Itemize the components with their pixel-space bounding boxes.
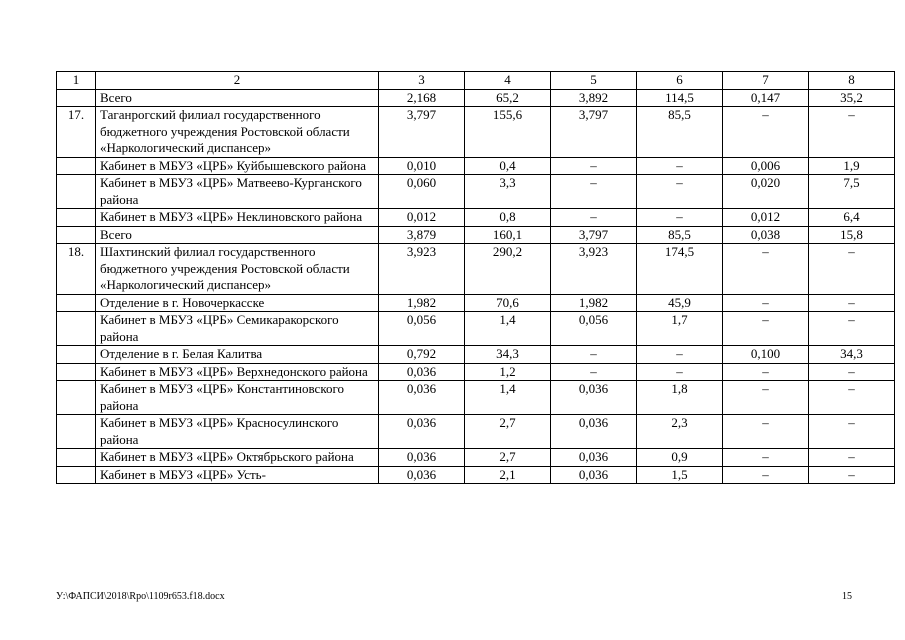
row-number-cell	[57, 175, 96, 209]
value-cell: –	[809, 244, 895, 295]
row-label-cell: Отделение в г. Новочеркасске	[96, 294, 379, 312]
value-cell: 3,879	[379, 226, 465, 244]
row-number-cell	[57, 312, 96, 346]
table-row	[57, 415, 895, 449]
value-cell: 65,2	[465, 89, 551, 107]
header-cell: 6	[637, 72, 723, 90]
row-label-cell: Кабинет в МБУЗ «ЦРБ» Матвеево-Курганского района	[96, 175, 379, 209]
value-cell: 1,2	[465, 363, 551, 381]
value-cell: 34,3	[809, 346, 895, 364]
table-row	[57, 363, 895, 381]
value-cell: –	[723, 466, 809, 484]
value-cell: –	[723, 107, 809, 158]
value-cell: 0,012	[379, 209, 465, 227]
value-cell: 1,9	[809, 157, 895, 175]
table-row	[57, 312, 895, 346]
value-cell: 0,792	[379, 346, 465, 364]
value-cell: 2,7	[465, 449, 551, 467]
value-cell: –	[723, 294, 809, 312]
row-number-cell	[57, 89, 96, 107]
value-cell: 1,5	[637, 466, 723, 484]
value-cell: 2,1	[465, 466, 551, 484]
value-cell: –	[637, 363, 723, 381]
value-cell: 1,982	[551, 294, 637, 312]
value-cell: –	[637, 346, 723, 364]
table-row	[57, 346, 895, 364]
value-cell: 1,8	[637, 381, 723, 415]
table-row	[57, 449, 895, 467]
header-cell: 5	[551, 72, 637, 90]
value-cell: 0,012	[723, 209, 809, 227]
value-cell: 15,8	[809, 226, 895, 244]
table-row	[57, 157, 895, 175]
value-cell: 45,9	[637, 294, 723, 312]
value-cell: 0,036	[551, 415, 637, 449]
page-number: 15	[842, 591, 852, 602]
table-row	[57, 244, 895, 295]
value-cell: 0,010	[379, 157, 465, 175]
header-cell: 2	[96, 72, 379, 90]
value-cell: 7,5	[809, 175, 895, 209]
row-number-cell	[57, 294, 96, 312]
value-cell: 0,060	[379, 175, 465, 209]
value-cell: –	[809, 294, 895, 312]
value-cell: –	[637, 175, 723, 209]
value-cell: 1,4	[465, 381, 551, 415]
value-cell: 3,797	[551, 226, 637, 244]
header-cell: 4	[465, 72, 551, 90]
value-cell: –	[809, 381, 895, 415]
value-cell: 0,036	[379, 381, 465, 415]
table-row	[57, 294, 895, 312]
row-label-cell: Кабинет в МБУЗ «ЦРБ» Куйбышевского района	[96, 157, 379, 175]
value-cell: –	[551, 175, 637, 209]
value-cell: –	[723, 449, 809, 467]
value-cell: –	[551, 346, 637, 364]
value-cell: –	[723, 312, 809, 346]
row-number-cell	[57, 449, 96, 467]
row-label-cell: Кабинет в МБУЗ «ЦРБ» Семикаракорского района	[96, 312, 379, 346]
value-cell: 0,056	[379, 312, 465, 346]
header-cell: 1	[57, 72, 96, 90]
row-label-cell: Всего	[96, 226, 379, 244]
row-number-cell	[57, 209, 96, 227]
table-row	[57, 381, 895, 415]
value-cell: 85,5	[637, 226, 723, 244]
header-cell: 3	[379, 72, 465, 90]
value-cell: –	[637, 209, 723, 227]
value-cell: –	[809, 107, 895, 158]
value-cell: –	[723, 244, 809, 295]
value-cell: 1,982	[379, 294, 465, 312]
value-cell: –	[551, 209, 637, 227]
table-row	[57, 89, 895, 107]
row-label-cell: Кабинет в МБУЗ «ЦРБ» Неклиновского района	[96, 209, 379, 227]
value-cell: 0,9	[637, 449, 723, 467]
value-cell: –	[809, 415, 895, 449]
row-number-cell	[57, 346, 96, 364]
row-number-cell	[57, 415, 96, 449]
row-label-cell: Отделение в г. Белая Калитва	[96, 346, 379, 364]
value-cell: 70,6	[465, 294, 551, 312]
value-cell: –	[809, 312, 895, 346]
row-label-cell: Кабинет в МБУЗ «ЦРБ» Октябрьского района	[96, 449, 379, 467]
value-cell: –	[809, 363, 895, 381]
value-cell: 3,892	[551, 89, 637, 107]
row-label-cell: Кабинет в МБУЗ «ЦРБ» Красносулинского района	[96, 415, 379, 449]
value-cell: 160,1	[465, 226, 551, 244]
value-cell: 0,036	[551, 449, 637, 467]
value-cell: –	[637, 157, 723, 175]
row-label-cell: Кабинет в МБУЗ «ЦРБ» Верхнедонского района	[96, 363, 379, 381]
value-cell: 2,168	[379, 89, 465, 107]
table-row	[57, 226, 895, 244]
value-cell: 0,036	[379, 449, 465, 467]
row-label-cell: Кабинет в МБУЗ «ЦРБ» Усть-	[96, 466, 379, 484]
value-cell: 3,797	[551, 107, 637, 158]
value-cell: 0,036	[379, 363, 465, 381]
value-cell: 0,100	[723, 346, 809, 364]
value-cell: 0,056	[551, 312, 637, 346]
value-cell: 0,036	[379, 466, 465, 484]
value-cell: 0,036	[551, 466, 637, 484]
row-number-cell	[57, 466, 96, 484]
value-cell: 0,036	[551, 381, 637, 415]
row-number-cell	[57, 226, 96, 244]
row-number-cell: 18.	[57, 244, 96, 295]
value-cell: 2,7	[465, 415, 551, 449]
value-cell: 34,3	[465, 346, 551, 364]
table-row	[57, 466, 895, 484]
value-cell: 0,038	[723, 226, 809, 244]
header-cell: 8	[809, 72, 895, 90]
value-cell: 0,020	[723, 175, 809, 209]
value-cell: 114,5	[637, 89, 723, 107]
table-row	[57, 175, 895, 209]
value-cell: 2,3	[637, 415, 723, 449]
header-cell: 7	[723, 72, 809, 90]
document-path: У:\ФАПСИ\2018\Rpo\1109r653.f18.docx	[56, 591, 225, 602]
value-cell: 290,2	[465, 244, 551, 295]
data-table	[56, 71, 895, 484]
value-cell: –	[723, 363, 809, 381]
value-cell: 0,147	[723, 89, 809, 107]
value-cell: –	[809, 449, 895, 467]
value-cell: 174,5	[637, 244, 723, 295]
value-cell: –	[551, 363, 637, 381]
value-cell: 35,2	[809, 89, 895, 107]
value-cell: –	[723, 381, 809, 415]
value-cell: 3,923	[379, 244, 465, 295]
value-cell: 0,4	[465, 157, 551, 175]
value-cell: 3,797	[379, 107, 465, 158]
row-number-cell	[57, 381, 96, 415]
row-label-cell: Кабинет в МБУЗ «ЦРБ» Константиновского района	[96, 381, 379, 415]
value-cell: –	[809, 466, 895, 484]
value-cell: 0,006	[723, 157, 809, 175]
row-number-cell: 17.	[57, 107, 96, 158]
row-number-cell	[57, 363, 96, 381]
value-cell: –	[723, 415, 809, 449]
value-cell: 1,4	[465, 312, 551, 346]
value-cell: 0,036	[379, 415, 465, 449]
row-number-cell	[57, 157, 96, 175]
table-header-row	[57, 72, 895, 90]
value-cell: 3,923	[551, 244, 637, 295]
value-cell: 0,8	[465, 209, 551, 227]
value-cell: 3,3	[465, 175, 551, 209]
table-row	[57, 209, 895, 227]
value-cell: 155,6	[465, 107, 551, 158]
table-row	[57, 107, 895, 158]
value-cell: –	[551, 157, 637, 175]
value-cell: 6,4	[809, 209, 895, 227]
row-label-cell: Всего	[96, 89, 379, 107]
value-cell: 85,5	[637, 107, 723, 158]
value-cell: 1,7	[637, 312, 723, 346]
row-label-cell: Таганрогский филиал государственного бюджетного учреждения Ростовской области «Наркологический диспансер»	[96, 107, 379, 158]
row-label-cell: Шахтинский филиал государственного бюджетного учреждения Ростовской области «Наркологический диспансер»	[96, 244, 379, 295]
